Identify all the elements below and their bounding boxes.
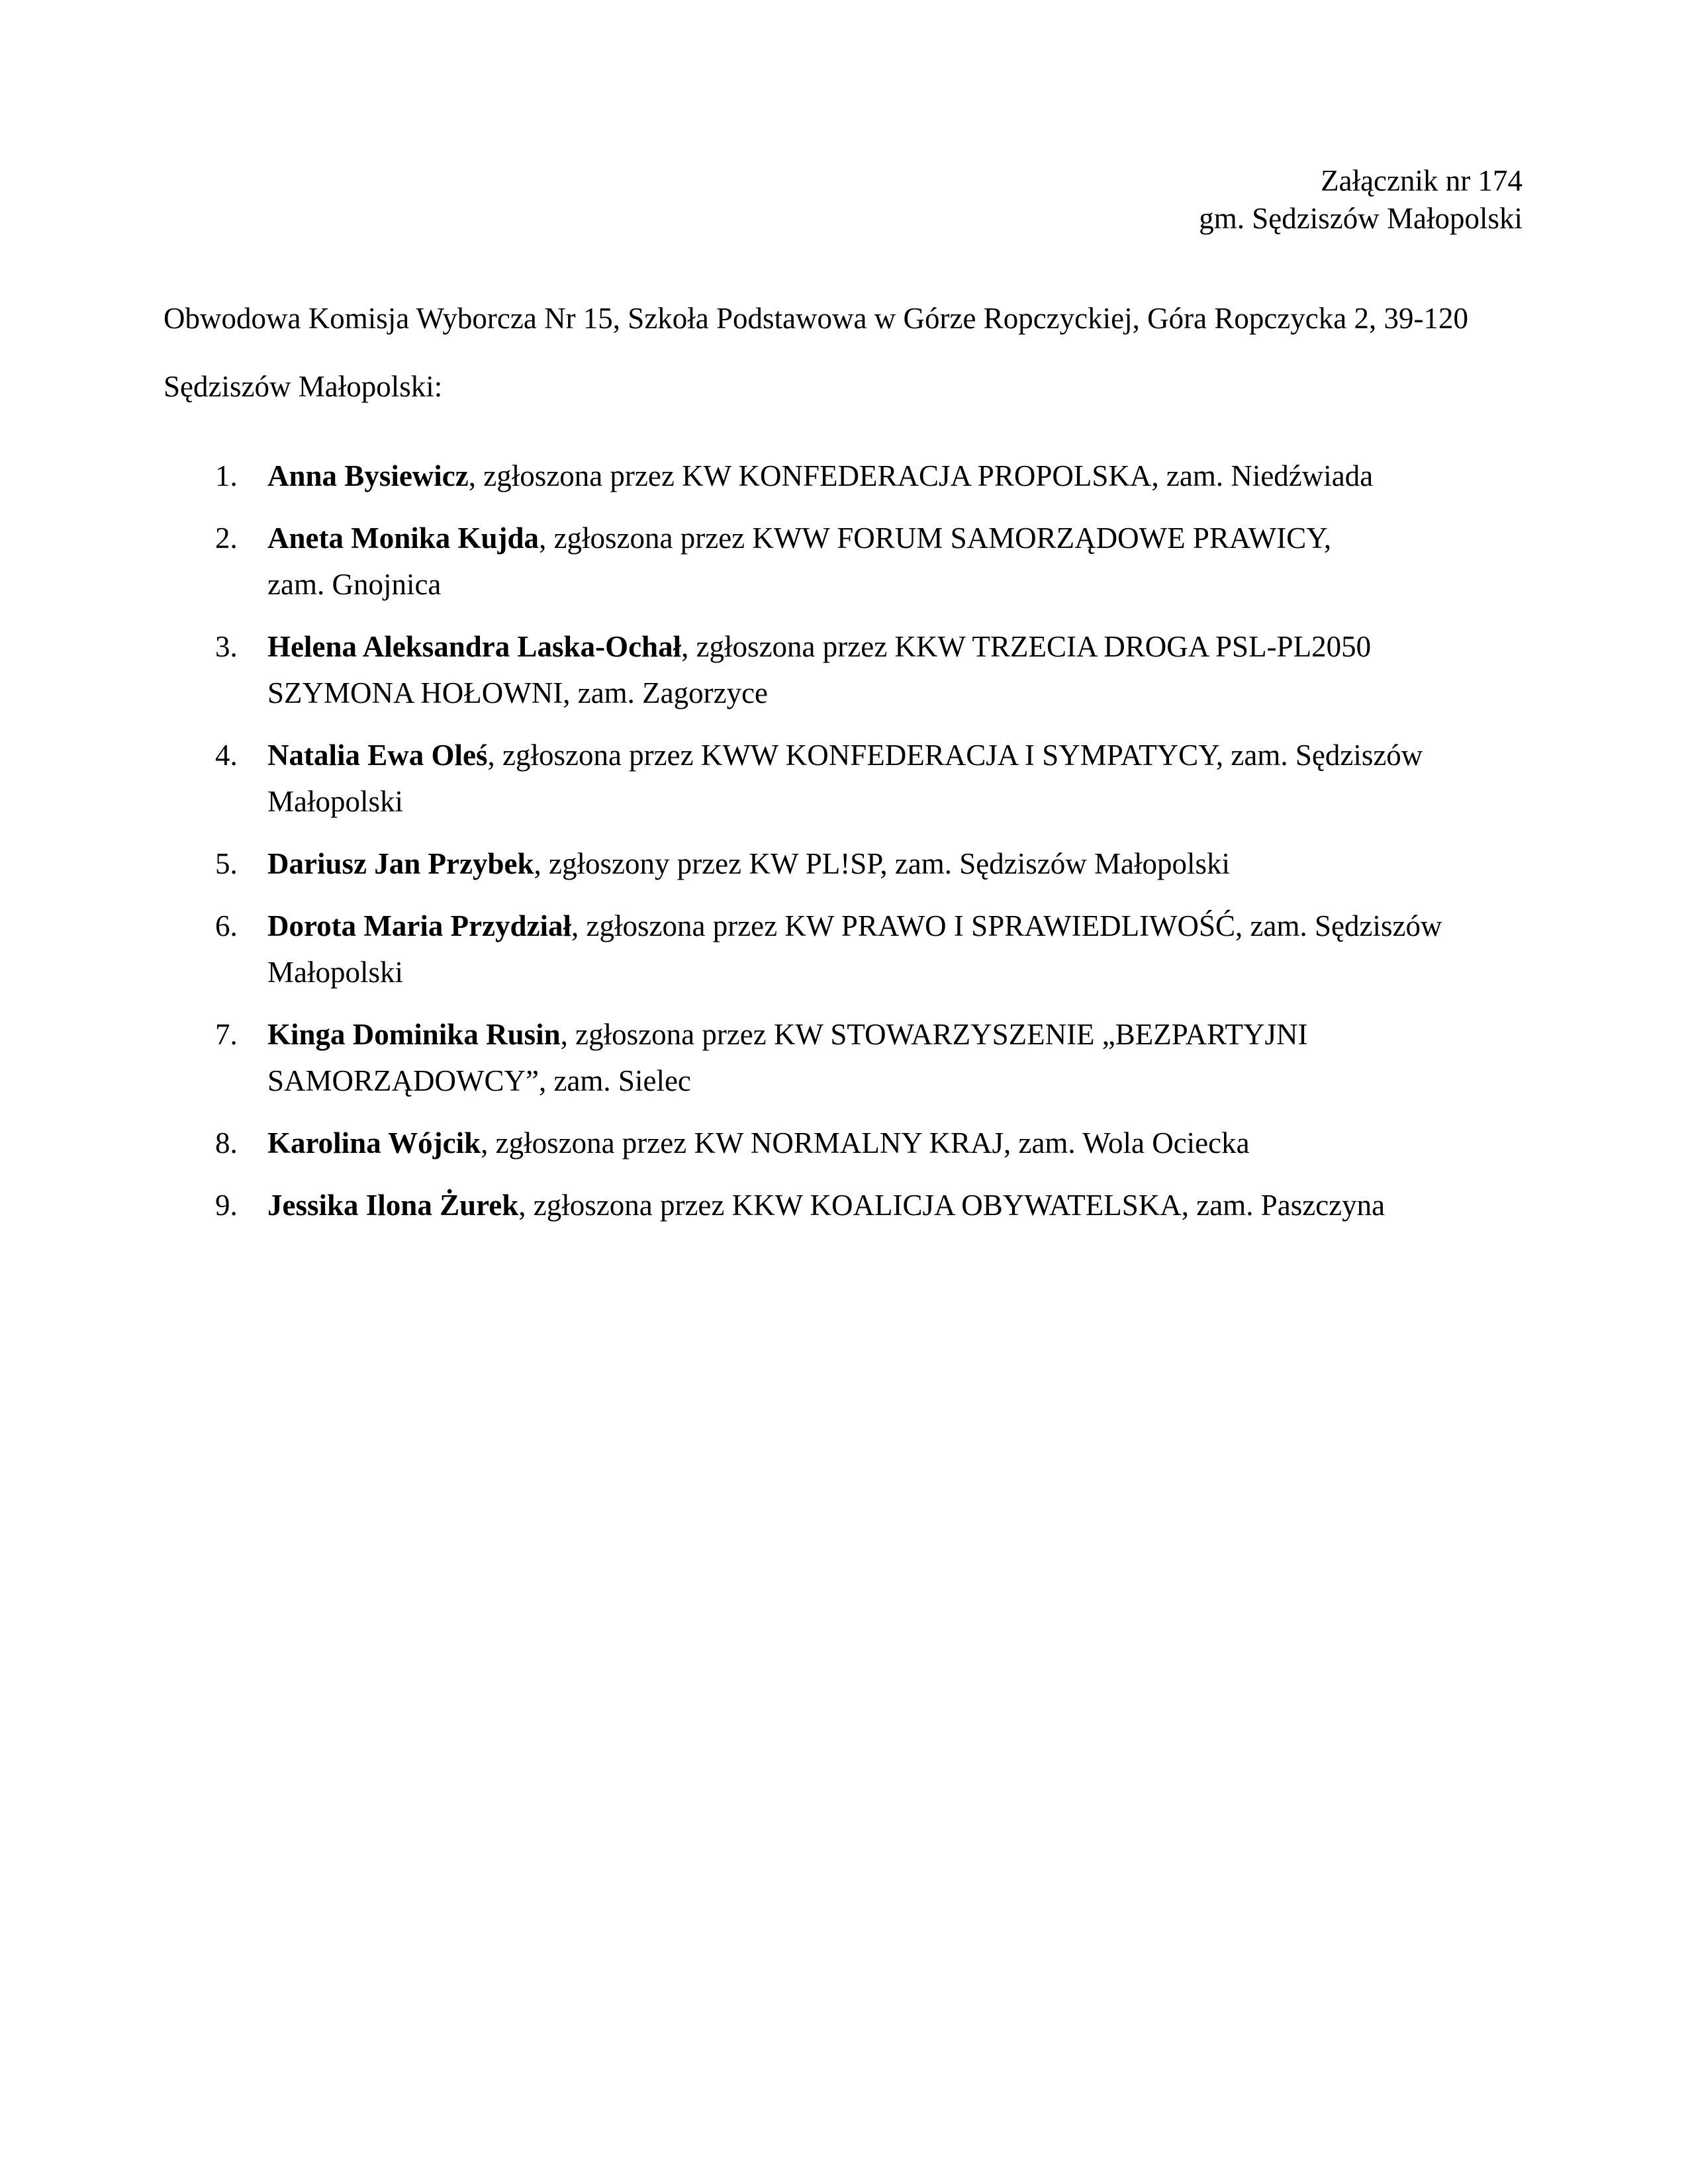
member-item — [0, 903, 1688, 995]
member-details-continued: SZYMONA HOŁOWNI, zam. Zagorzyce — [267, 676, 769, 709]
member-details: , zgłoszona przez KW KONFEDERACJA PROPOLSKA, zam. Niedźwiada — [468, 459, 1374, 492]
member-number: 9. — [215, 1189, 238, 1222]
municipality-name: gm. Sędziszów Małopolski — [1199, 202, 1523, 235]
member-number: 7. — [215, 1018, 238, 1051]
attachment-number: Załącznik nr 174 — [1321, 164, 1523, 197]
member-item — [0, 1011, 1688, 1104]
member-name: Kinga Dominika Rusin — [267, 1018, 561, 1051]
member-details: , zgłoszona przez KW PRAWO I SPRAWIEDLIWOŚĆ, zam. Sędziszów — [571, 909, 1442, 942]
member-item — [0, 841, 1688, 887]
member-number: 8. — [215, 1126, 238, 1160]
member-item — [0, 1120, 1688, 1166]
member-details-continued: SAMORZĄDOWCY”, zam. Sielec — [267, 1064, 691, 1097]
member-number: 2. — [215, 522, 238, 555]
member-item — [0, 515, 1688, 608]
commission-description: Obwodowa Komisja Wyborcza Nr 15, Szkoła Podstawowa w Górze Ropczyckiej, Góra Ropczycka 2, 39-120 Sędziszów Małopolski: — [164, 302, 1468, 403]
member-details: , zgłoszona przez KW STOWARZYSZENIE „BEZPARTYJNI — [560, 1018, 1308, 1051]
member-name: Karolina Wójcik — [267, 1126, 481, 1160]
member-number: 6. — [215, 909, 238, 942]
member-item — [0, 453, 1688, 499]
member-details: , zgłoszona przez KWW FORUM SAMORZĄDOWE PRAWICY, — [539, 522, 1332, 555]
member-details-continued: Małopolski — [267, 785, 404, 818]
member-number: 1. — [215, 459, 238, 492]
member-details: , zgłoszona przez KKW TRZECIA DROGA PSL-PL2050 — [681, 630, 1372, 663]
member-name: Helena Aleksandra Laska-Ochał — [267, 630, 682, 663]
member-details: , zgłoszona przez KW NORMALNY KRAJ, zam. Wola Ociecka — [481, 1126, 1250, 1160]
attachment-header — [1199, 162, 1523, 238]
member-name: Dariusz Jan Przybek — [267, 847, 534, 880]
member-number: 4. — [215, 739, 238, 772]
member-number: 5. — [215, 847, 238, 880]
member-item — [0, 1182, 1688, 1228]
member-name: Aneta Monika Kujda — [267, 522, 539, 555]
member-details-continued: zam. Gnojnica — [267, 568, 442, 601]
member-details: , zgłoszona przez KWW KONFEDERACJA I SYMPATYCY, zam. Sędziszów — [487, 739, 1423, 772]
member-name: Anna Bysiewicz — [267, 459, 469, 492]
member-number: 3. — [215, 630, 238, 663]
member-details-continued: Małopolski — [267, 956, 404, 989]
member-name: Natalia Ewa Oleś — [267, 739, 488, 772]
member-details: , zgłoszona przez KKW KOALICJA OBYWATELSKA, zam. Paszczyna — [518, 1189, 1385, 1222]
member-item — [0, 623, 1688, 716]
member-name: Jessika Ilona Żurek — [267, 1189, 519, 1222]
member-item — [0, 732, 1688, 825]
member-details: , zgłoszony przez KW PL!SP, zam. Sędziszów Małopolski — [534, 847, 1230, 880]
member-name: Dorota Maria Przydział — [267, 909, 572, 942]
commission-members-list — [0, 453, 1688, 1244]
